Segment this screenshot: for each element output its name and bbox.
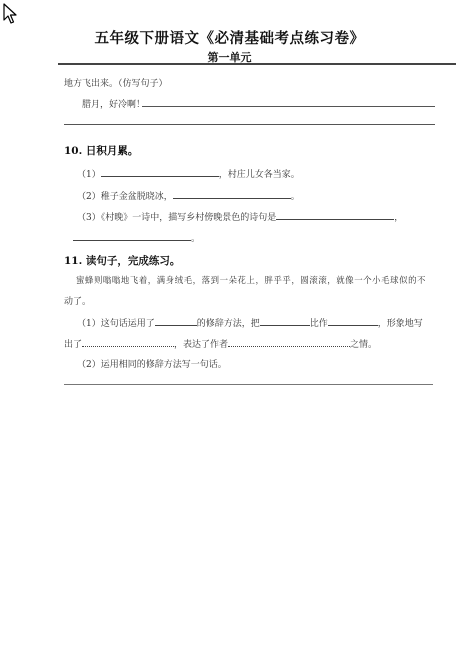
q10-heading: 10. 日积月累。 [64, 145, 139, 157]
q11-passage-line-1: 蜜蜂则嗡嗡地飞着，满身绒毛，落到一朵花上，胖乎乎，圆滚滚，就像一个小毛球似的不 [76, 275, 427, 285]
q11-sub-1-text-e: 出了 [64, 340, 83, 350]
unit-subtitle: 第一单元 [207, 51, 252, 64]
header-rule [58, 63, 456, 65]
q11-heading: 11. 读句子，完成练习。 [64, 255, 181, 267]
q10-item-1-number: （1） [77, 170, 101, 180]
q11-sub-1-text-f: ，表达了作者 [174, 340, 229, 350]
q9-prefix: 腊月，好冷啊！ [82, 100, 146, 110]
q9-answer-line-1[interactable] [142, 106, 435, 107]
q9-continuation: 地方飞出来。（仿写句子） [64, 79, 168, 89]
q10-item-1 [77, 167, 300, 180]
q10-item-1-text: ，村庄儿女各当家。 [218, 170, 300, 180]
q11-sub-1-blank-describe[interactable] [82, 338, 174, 347]
q11-sub-2: （2）运用相同的修辞方法写一句话。 [77, 360, 227, 370]
q11-sub-1-text-b: 的修辞方法，把 [196, 319, 260, 329]
q11-sub-1-blank-compared[interactable] [328, 317, 378, 326]
q11-answer-line[interactable] [64, 384, 433, 385]
q10-item-2-text: （2）稚子金盆脱晓冰， [77, 192, 173, 202]
q11-sub-1-blank-feeling[interactable] [228, 338, 350, 347]
q11-sub-1-text-a: （1）这句话运用了 [77, 319, 155, 329]
q10-item-3-blank-2[interactable] [73, 232, 191, 241]
q11-sub-1-text-d: ，形象地写 [377, 319, 423, 329]
q10-item-3-comma: ， [394, 213, 404, 223]
q11-sub-1-text-c: 比作 [309, 319, 328, 329]
q9-answer-line-2[interactable] [64, 124, 435, 125]
q11-passage-line-2: 动了。 [64, 297, 92, 307]
mouse-pointer-icon [3, 3, 19, 25]
q10-item-3-line2 [73, 231, 200, 244]
q10-item-1-blank[interactable] [101, 168, 219, 177]
q11-sub-1-blank-object[interactable] [260, 317, 310, 326]
q10-item-3-text: （3）《村晚》一诗中，描写乡村傍晚景色的诗句是 [77, 213, 277, 223]
page-title: 五年级下册语文《必清基础考点练习卷》 [94, 30, 365, 47]
q10-item-2-end: 。 [290, 192, 300, 202]
q11-sub-1-line2 [64, 337, 377, 350]
q10-item-3 [77, 210, 403, 223]
q10-item-3-blank-1[interactable] [276, 211, 394, 220]
q10-item-3-end: 。 [191, 234, 201, 244]
q11-sub-1-text-g: 之情。 [350, 340, 378, 350]
q11-sub-1 [77, 316, 423, 329]
q10-item-2-blank[interactable] [173, 190, 291, 199]
q11-sub-1-blank-rhetoric[interactable] [155, 317, 197, 326]
q10-item-2 [77, 189, 300, 202]
